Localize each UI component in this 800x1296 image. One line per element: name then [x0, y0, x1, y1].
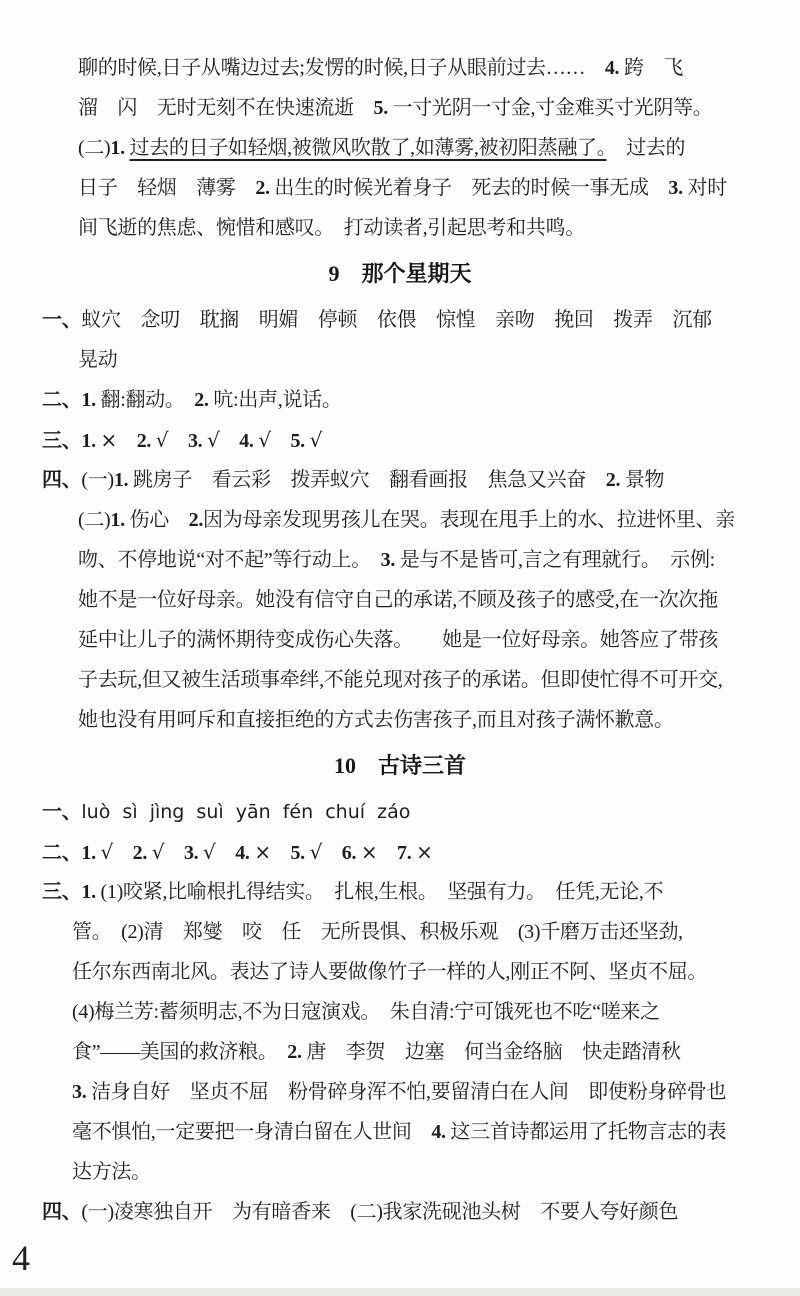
- text-line: [0, 500, 800, 540]
- text-line: [0, 832, 800, 872]
- text-line: [0, 700, 800, 740]
- answer-text: 间飞逝的焦虑、惋惜和感叹。 打动读者,引起思考和共鸣。: [78, 217, 585, 239]
- answer-text: 溜 闪 无时无刻不在快速流逝: [78, 97, 374, 119]
- answer-text: 翻:翻动。: [100, 389, 195, 411]
- item-number: 三、: [42, 881, 82, 903]
- item-number: 一、: [42, 801, 82, 823]
- item-number: 2.: [287, 1041, 307, 1063]
- answer-text: (一)凌寒独自开 为有暗香来 (二)我家洗砚池头树 不要人夸好颜色: [81, 1201, 679, 1223]
- item-number: 4.: [239, 430, 259, 452]
- answer-text: 出生的时候光着身子 死去的时候一事无成: [274, 177, 669, 199]
- answer-text: 一寸光阴一寸金,寸金难买寸光阴等。: [392, 97, 713, 119]
- item-number: 3.: [183, 842, 204, 864]
- judge-mark: ×: [254, 840, 291, 864]
- item-number: 1.: [81, 881, 101, 903]
- item-number: 三、: [42, 430, 82, 452]
- answer-text: 毫不惧怕,一定要把一身清白留在人世间: [72, 1121, 432, 1143]
- item-number: 5.: [373, 97, 393, 119]
- answer-text: 子去玩,但又被生活琐事牵绊,不能兑现对孩子的承诺。但即使忙得不可开交,: [78, 669, 723, 691]
- answer-text: 她不是一位好母亲。她没有信守自己的承诺,不顾及孩子的感受,在一次次拖: [78, 589, 718, 611]
- answer-text: 因为母亲发现男孩儿在哭。表现在甩手上的水、拉进怀里、亲: [203, 509, 735, 531]
- judge-mark: ×: [416, 840, 433, 864]
- answer-text: 跳房子 看云彩 拨弄蚁穴 翻看画报 焦急又兴奋: [132, 469, 606, 491]
- answer-text: 晃动: [78, 349, 118, 371]
- answer-text: 日子 轻烟 薄雾: [78, 177, 256, 199]
- answer-text: 这三首诗都运用了托物言志的表: [450, 1121, 727, 1143]
- judge-mark: ×: [100, 428, 137, 452]
- text-line: [0, 992, 800, 1032]
- answer-text: 延中让儿子的满怀期待变成伤心失落。 她是一位好母亲。她答应了带孩: [78, 629, 719, 651]
- answer-text: 达方法。: [72, 1161, 151, 1183]
- text-line: [0, 340, 800, 380]
- text-line: [0, 1192, 800, 1232]
- text-line: [0, 580, 800, 620]
- pinyin-answer: luò sì jìng suì yān fén chuí záo: [81, 801, 411, 823]
- text-line: [0, 128, 800, 168]
- judge-mark: √: [203, 840, 236, 864]
- judge-mark: √: [309, 428, 323, 452]
- text-line: [0, 1072, 800, 1112]
- text-line: [0, 660, 800, 700]
- item-number: 6.: [341, 842, 361, 864]
- answer-text: 是与不是皆可,言之有理就行。 示例:: [399, 549, 715, 571]
- judge-mark: √: [151, 840, 184, 864]
- answer-text: 管。 (2)清 郑燮 咬 任 无所畏惧、积极乐观 (3)千磨万击还坚劲,: [72, 921, 683, 943]
- answer-text: 她也没有用呵斥和直接拒绝的方式去伤害孩子,而且对孩子满怀歉意。: [78, 709, 674, 731]
- text-line: [0, 420, 800, 460]
- text-line: [0, 460, 800, 500]
- answer-text: 过去的: [606, 137, 686, 159]
- text-line: [0, 300, 800, 340]
- item-number: 3.: [668, 177, 688, 199]
- judge-mark: √: [207, 428, 240, 452]
- item-number: 3.: [187, 430, 208, 452]
- item-number: 1.: [81, 430, 101, 452]
- item-number: 2.: [136, 430, 156, 452]
- text-line: [0, 168, 800, 208]
- answer-text: 洁身自好 坚贞不屈 粉骨碎身浑不怕,要留清白在人间 即使粉身碎骨也: [91, 1081, 727, 1103]
- text-line: [0, 1112, 800, 1152]
- item-number: 4.: [431, 1121, 451, 1143]
- judge-mark: √: [100, 840, 133, 864]
- judge-mark: √: [309, 840, 342, 864]
- answer-text: 景物: [624, 469, 665, 491]
- text-line: [0, 208, 800, 248]
- answer-text: (1)咬紧,比喻根扎得结实。 扎根,生根。 坚强有力。 任凭,无论,不: [100, 881, 664, 903]
- item-number: 1.: [81, 842, 101, 864]
- text-line: [0, 48, 800, 88]
- item-number: 1.: [113, 469, 133, 491]
- answer-text: 吭:出声,说话。: [213, 389, 342, 411]
- answer-text: 跨 飞: [623, 57, 684, 79]
- text-line: [0, 792, 800, 832]
- item-number: 3.: [72, 1081, 92, 1103]
- answer-text: (4)梅兰芳:蓄须明志,不为日寇演戏。 朱自清:宁可饿死也不吃“嗟来之: [72, 1001, 660, 1023]
- item-number: 2.: [605, 469, 625, 491]
- item-number: 四、: [42, 469, 82, 491]
- text-line: [0, 620, 800, 660]
- item-number: 7.: [397, 842, 417, 864]
- bottom-edge-strip: [0, 1288, 800, 1296]
- item-number: 2.: [255, 177, 275, 199]
- item-number: 4.: [235, 842, 255, 864]
- underlined-answer: 过去的日子如轻烟,被微风吹散了,如薄雾,被初阳蒸融了。: [129, 137, 607, 159]
- answer-text: 食”——美国的救济粮。: [72, 1041, 288, 1063]
- item-number: 二、: [42, 389, 82, 411]
- judge-mark: √: [258, 428, 291, 452]
- answer-text: (一): [81, 469, 114, 491]
- text-line: [0, 952, 800, 992]
- item-number: 四、: [42, 1201, 82, 1223]
- answer-text: 伤心: [129, 509, 189, 531]
- judge-mark: √: [155, 428, 188, 452]
- item-number: 二、: [42, 842, 82, 864]
- item-number: 一、: [42, 309, 82, 331]
- judge-mark: ×: [360, 840, 398, 864]
- answer-text: 吻、不停地说“对不起”等行动上。: [78, 549, 381, 571]
- text-line: [0, 1152, 800, 1192]
- page-number: 4: [12, 1238, 30, 1278]
- answer-text: 唐 李贺 边塞 何当金络脑 快走踏清秋: [306, 1041, 681, 1063]
- item-number: 5.: [290, 842, 310, 864]
- answer-text: 任尔东西南北风。表达了诗人要做像竹子一样的人,刚正不阿、坚贞不屈。: [72, 961, 708, 983]
- answer-text: (二): [78, 509, 111, 531]
- item-number: 2.: [132, 842, 152, 864]
- item-number: 1.: [81, 389, 101, 411]
- item-number: 5.: [290, 430, 310, 452]
- item-number: 4.: [604, 57, 624, 79]
- answer-text: 对时: [687, 177, 727, 199]
- text-line: [0, 912, 800, 952]
- text-line: [0, 88, 800, 128]
- item-number: 1.: [110, 137, 130, 159]
- item-number: 2.: [188, 509, 204, 531]
- item-number: 3.: [380, 549, 400, 571]
- answer-text: (二): [78, 137, 111, 159]
- lesson-heading: 10 古诗三首: [333, 753, 466, 778]
- text-line: [0, 540, 800, 580]
- item-number: 1.: [110, 509, 130, 531]
- text-line: [0, 380, 800, 420]
- text-line: [0, 872, 800, 912]
- text-line: [0, 1032, 800, 1072]
- answer-text: 蚁穴 念叨 耽搁 明媚 停顿 依偎 惊惶 亲吻 挽回 拨弄 沉郁: [81, 309, 712, 331]
- lesson-heading: 9 那个星期天: [328, 261, 472, 286]
- item-number: 2.: [194, 389, 214, 411]
- answer-text: 聊的时候,日子从嘴边过去;发愣的时候,日子从眼前过去……: [78, 57, 605, 79]
